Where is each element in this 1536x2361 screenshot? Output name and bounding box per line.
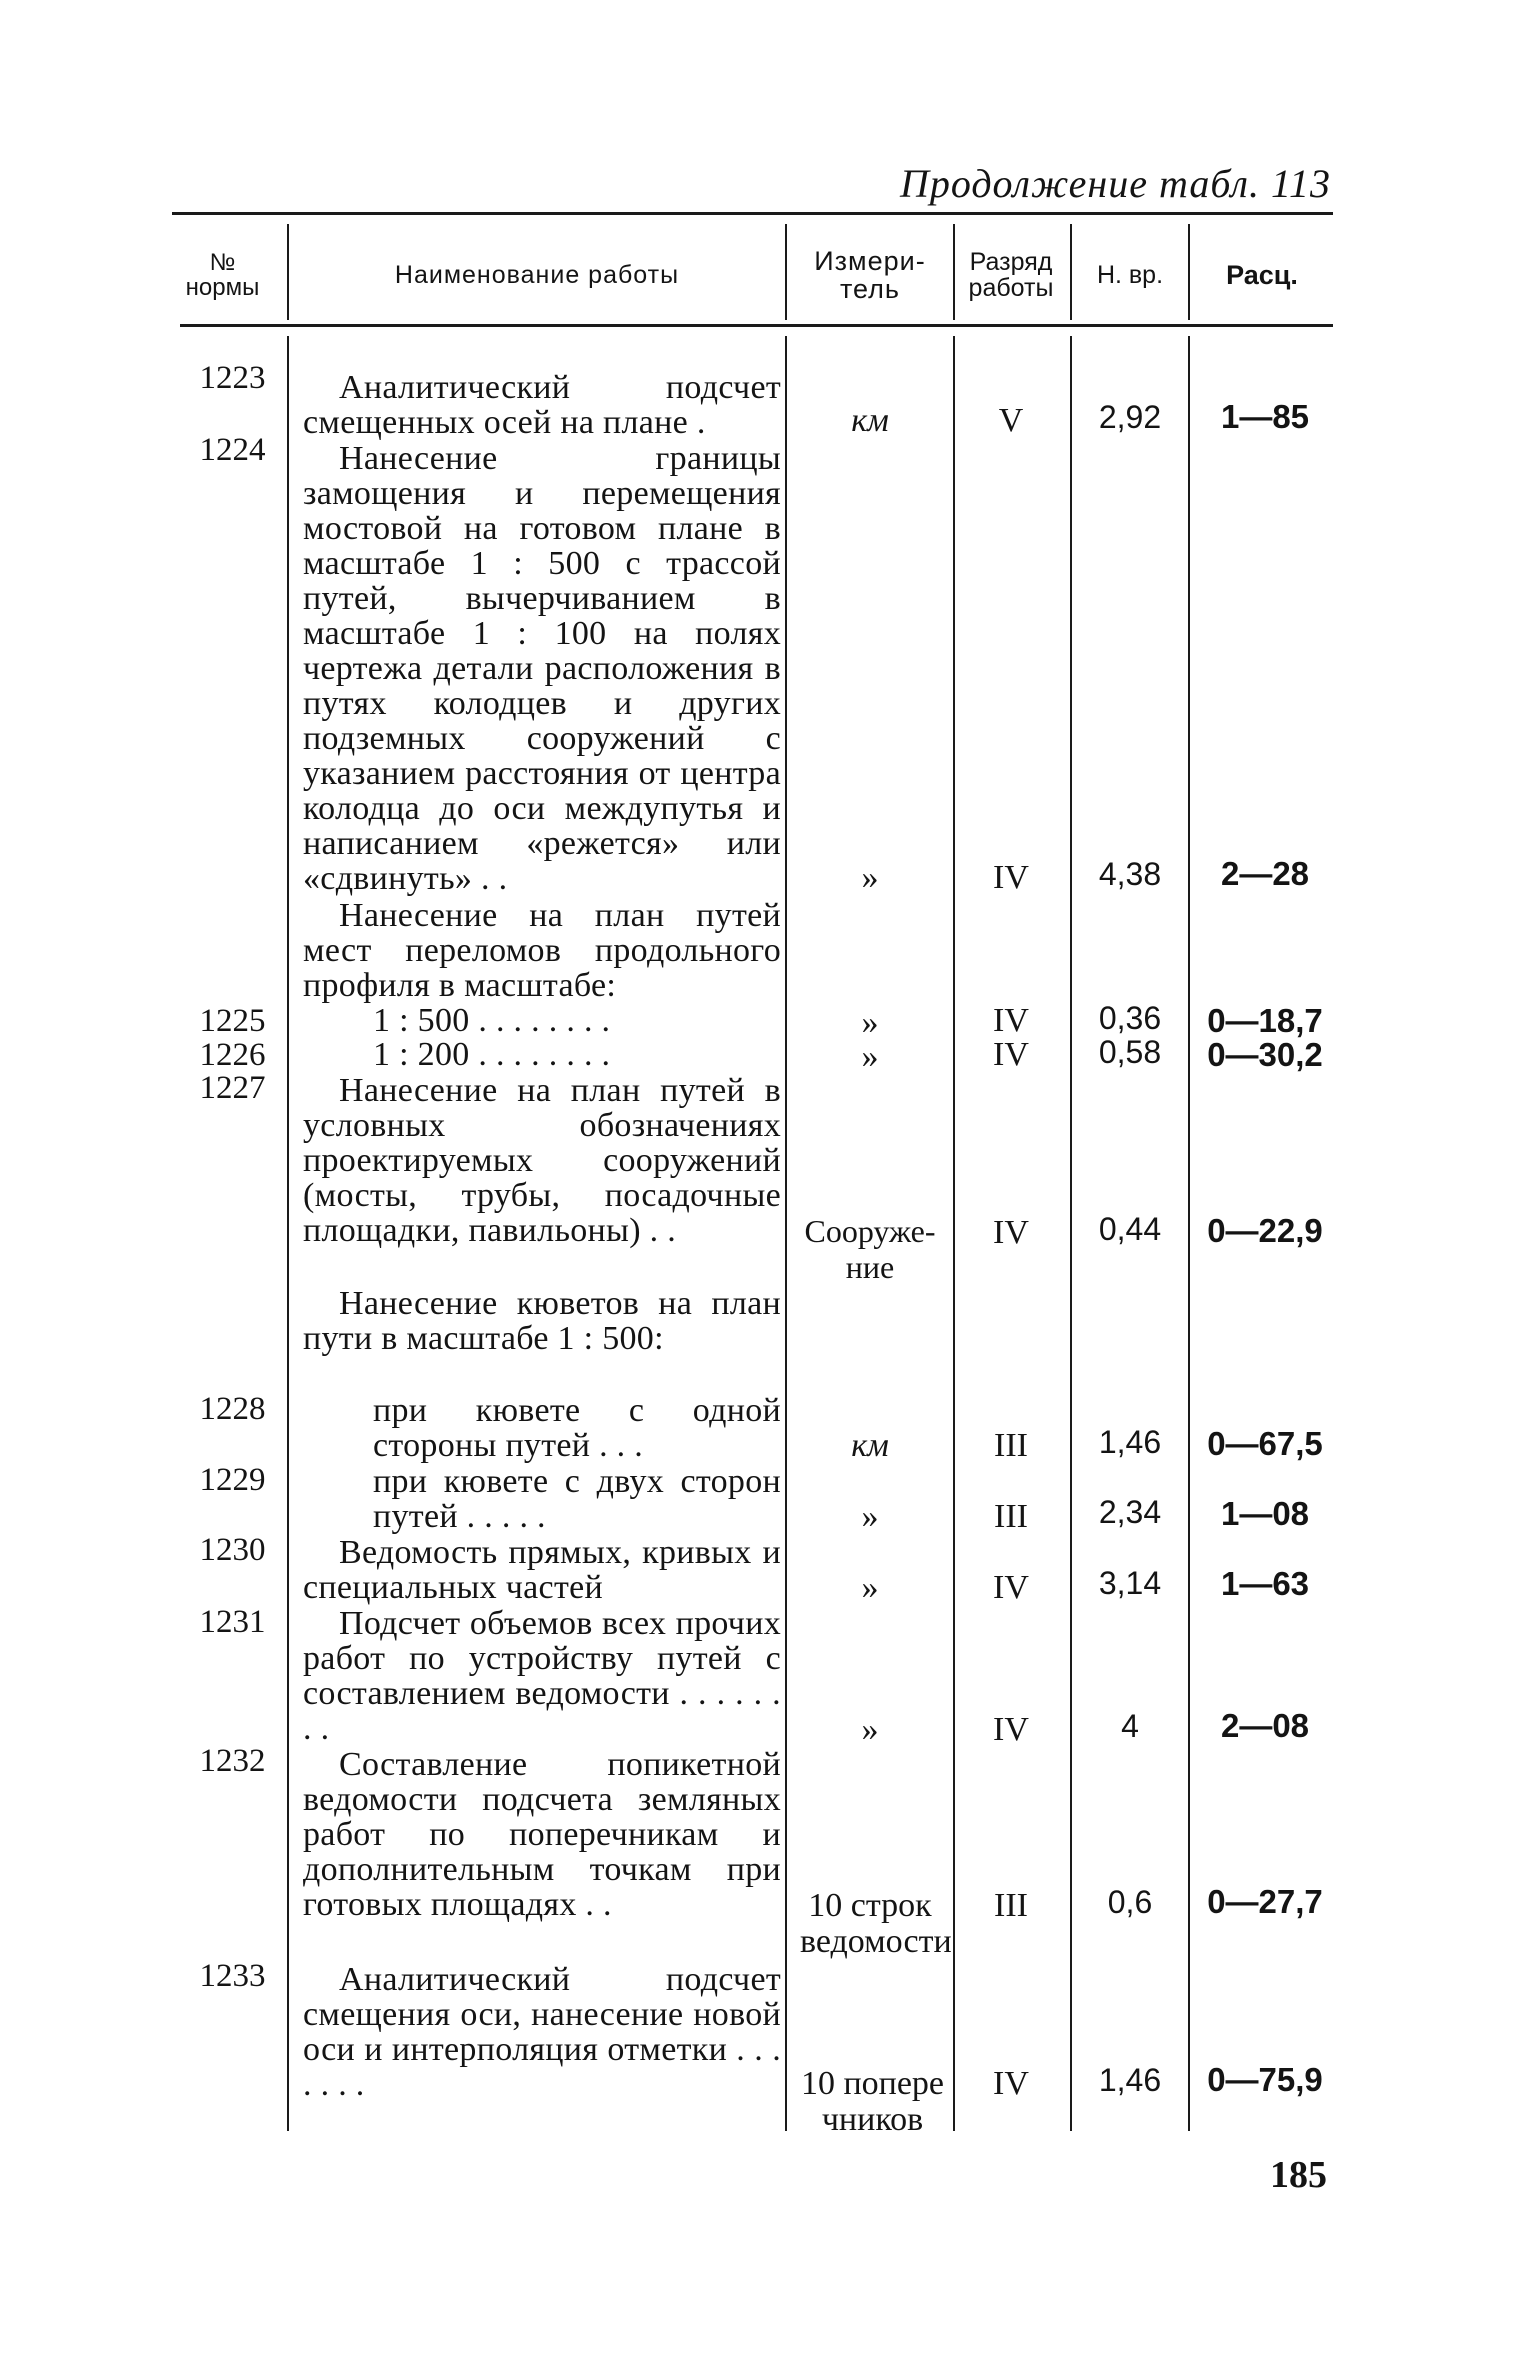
unit-cell: км	[851, 1427, 889, 1464]
rate-cell: 1—63	[1220, 1565, 1310, 1602]
rate-cell: 0—27,7	[1207, 1883, 1323, 1920]
time-norm-cell: 0,58	[1098, 1034, 1162, 1070]
norm-number: 1224	[199, 432, 266, 468]
norm-number: 1231	[199, 1604, 266, 1640]
column-divider	[1188, 336, 1190, 2131]
time-norm-cell: 0,6	[1107, 1884, 1153, 1920]
work-description: 1 : 500 . . . . . . . .	[373, 1002, 611, 1039]
time-norm-cell: 4	[1121, 1708, 1139, 1744]
header-rate: Расц.	[1226, 259, 1298, 290]
page-number: 185	[1270, 2154, 1327, 2196]
rate-cell: 1—08	[1220, 1495, 1310, 1532]
norm-number: 1233	[199, 1958, 266, 1994]
column-divider	[1070, 336, 1072, 2131]
rank-cell: III	[994, 1498, 1028, 1535]
rank-cell: IV	[993, 1569, 1029, 1606]
rank-cell: III	[994, 1887, 1028, 1924]
norm-number: 1223	[199, 360, 266, 396]
rate-cell: 0—67,5	[1207, 1425, 1323, 1462]
header-norm-word: нормы	[185, 274, 260, 301]
time-norm-cell: 1,46	[1098, 2062, 1162, 2098]
column-divider	[785, 336, 787, 2131]
rank-cell: IV	[993, 1036, 1029, 1073]
unit-cell: 10 поперечников	[800, 2065, 945, 2138]
group-heading: Нанесение кюветов на план пути в масштабе 1 : 500:	[303, 1285, 781, 1357]
rate-cell: 0—18,7	[1207, 1002, 1323, 1039]
header-time-norm: Н. вр.	[1096, 260, 1164, 289]
rank-cell: IV	[993, 859, 1029, 896]
rate-cell: 0—22,9	[1207, 1212, 1323, 1249]
header-bottom-rule	[180, 324, 1333, 327]
work-description: при кювете с двух сторон путей . . . . .	[373, 1463, 781, 1535]
rate-cell: 2—28	[1220, 855, 1310, 892]
norm-number: 1229	[199, 1462, 266, 1498]
rank-cell: III	[994, 1427, 1028, 1464]
header-short-rule	[172, 212, 194, 215]
rate-cell: 1—85	[1220, 398, 1310, 435]
column-divider	[287, 336, 289, 2131]
rank-cell: IV	[993, 1711, 1029, 1748]
time-norm-cell: 4,38	[1098, 856, 1162, 892]
header-divider	[1188, 224, 1190, 320]
unit-cell: км	[851, 402, 889, 439]
work-description: Подсчет объемов всех прочих работ по устройству путей с составлением ведомости . . . . . . . .	[303, 1605, 781, 1747]
header-norm-symbol: №	[209, 248, 236, 276]
table-caption: Продолжение табл. 113	[899, 161, 1331, 206]
header-divider	[1070, 224, 1072, 320]
header-unit: Измери-тель	[814, 245, 926, 304]
group-heading: Нанесение на план путей мест переломов продольного профиля в масштабе:	[303, 897, 781, 1004]
rank-cell: V	[998, 402, 1024, 439]
norm-number: 1232	[199, 1743, 266, 1779]
time-norm-cell: 2,92	[1098, 399, 1162, 435]
time-norm-cell: 2,34	[1098, 1494, 1162, 1530]
work-description: Составление попикетной ведомости подсчета земляных работ по поперечникам и дополнительным точкам при готовых площадях . .	[303, 1746, 781, 1923]
time-norm-cell: 1,46	[1098, 1424, 1162, 1460]
rank-cell: IV	[993, 1214, 1029, 1251]
work-description: Нанесение на план путей в условных обозначениях проектируемых сооружений (мосты, трубы, посадочные площадки, павильоны) . .	[303, 1072, 781, 1249]
unit-cell: 10 строк ведомости	[800, 1887, 952, 1960]
rate-cell: 0—75,9	[1207, 2061, 1323, 2098]
norm-number: 1230	[199, 1532, 266, 1568]
unit-cell: »	[861, 1498, 879, 1535]
rank-cell: IV	[993, 2065, 1029, 2102]
time-norm-cell: 0,36	[1098, 1000, 1162, 1036]
unit-cell: »	[861, 1711, 879, 1748]
work-description: Аналитический подсчет смещения оси, нанесение новой оси и интерполяция отметки . . . . . . .	[303, 1961, 781, 2103]
work-description: Ведомость прямых, кривых и специальных частей	[303, 1534, 781, 1606]
time-norm-cell: 0,44	[1098, 1211, 1162, 1247]
time-norm-cell: 3,14	[1098, 1565, 1162, 1601]
header-norm-number	[160, 230, 285, 320]
unit-cell: »	[861, 1004, 879, 1041]
unit-cell: »	[861, 1038, 879, 1075]
norm-number: 1225	[199, 1003, 266, 1039]
header-divider	[785, 224, 787, 320]
work-description: Нанесение границы замощения и перемещения мостовой на готовом плане в масштабе 1 : 500 с трассой путей, вычерчиванием в масштабе 1 : 100 на полях чертежа детали расположения в путях колодцев и других подземных сооружений с указанием расстояния от центра колодца до оси междупутья и написанием «режется» или «сдвинуть» . .	[303, 440, 781, 897]
rate-cell: 0—30,2	[1207, 1036, 1323, 1073]
rank-cell: IV	[993, 1002, 1029, 1039]
work-description: 1 : 200 . . . . . . . .	[373, 1036, 611, 1073]
table-top-rule	[180, 212, 1333, 215]
unit-cell: »	[861, 1569, 879, 1606]
work-description: Аналитический подсчет смещенных осей на плане .	[303, 369, 781, 441]
header-rank: Разряд работы	[968, 247, 1054, 302]
rate-cell: 2—08	[1220, 1707, 1310, 1744]
unit-cell: Сооруже-ние	[804, 1213, 936, 1285]
work-description: при кювете с одной стороны путей . . .	[373, 1392, 781, 1464]
header-work-name: Наименование работы	[394, 260, 680, 289]
norm-number: 1226	[199, 1037, 266, 1073]
unit-cell: »	[861, 859, 879, 896]
norm-number: 1228	[199, 1391, 266, 1427]
norm-number: 1227	[199, 1070, 266, 1106]
header-divider	[287, 224, 289, 320]
